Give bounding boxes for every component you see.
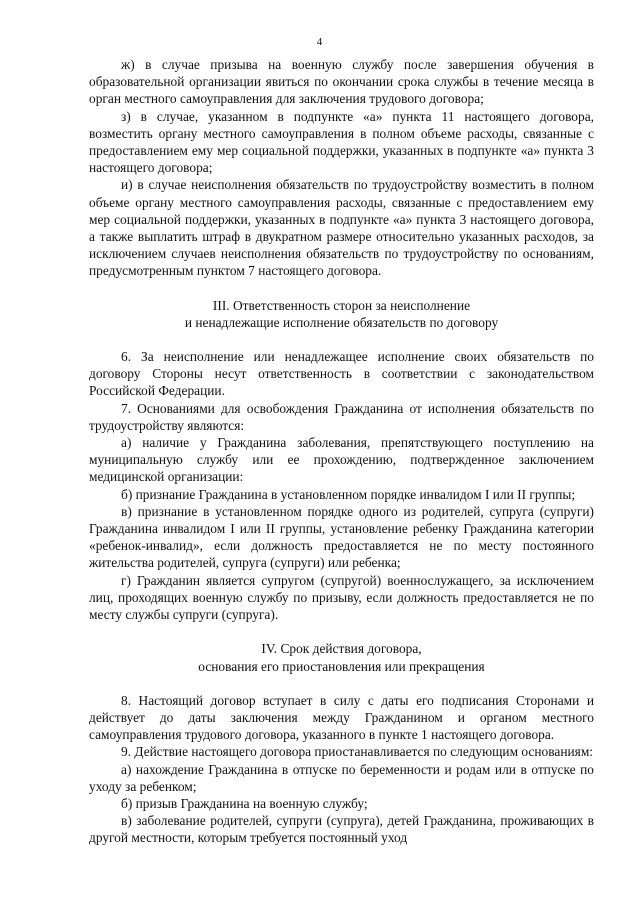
paragraph-6: 6. За неисполнение или ненадлежащее исполнение своих обязательств по договору Стороны несут ответственность в соответствии с законодательством Российской Федерации. bbox=[89, 349, 594, 399]
paragraph-9a: а) нахождение Гражданина в отпуске по беременности и родам или в отпуске по уходу за ребенком; bbox=[89, 761, 594, 794]
paragraph-7g: г) Гражданин является супругом (супругой) военнослужащего, за исключением лиц, проходящих военную службу по призыву, если должность предоставляется не по месту службы супруги (супруга). bbox=[89, 572, 594, 623]
paragraph-9b: б) призыв Гражданина на военную службу; bbox=[121, 795, 368, 811]
page-number: 4 bbox=[316, 36, 323, 48]
paragraph-9: 9. Действие настоящего договора приостанавливается по следующим основаниям: bbox=[121, 744, 594, 760]
section-3-heading bbox=[89, 297, 594, 331]
paragraph-7a: а) наличие у Гражданина заболевания, препятствующего поступлению на муниципальную службу или ее прохождению, подтвержденное заключением медицинской организации: bbox=[89, 435, 594, 485]
document-body bbox=[89, 56, 594, 847]
paragraph-zh: ж) в случае призыва на военную службу после завершения обучения в образовательной организации явиться по окончании срока службы в течение месяца в орган местного самоуправления для заключения трудового договора; bbox=[89, 57, 594, 107]
paragraph-7b: б) признание Гражданина в установленном порядке инвалидом I или II группы; bbox=[121, 486, 576, 502]
section-4-title-line-2: основания его приостановления или прекращения bbox=[198, 658, 485, 674]
section-4-title-line-1: IV. Срок действия договора, bbox=[261, 641, 422, 657]
section-3-title-line-1: III. Ответственность сторон за неисполнение bbox=[212, 297, 471, 313]
paragraph-7: 7. Основаниями для освобождения Гражданина от исполнения обязательств по трудоустройству являются: bbox=[89, 400, 594, 433]
section-3-title-line-2: и ненадлежащие исполнение обязательств по договору bbox=[184, 314, 499, 330]
section-4-body bbox=[89, 692, 594, 847]
section-3-body bbox=[89, 348, 594, 623]
section-4-heading bbox=[89, 640, 594, 674]
paragraph-9v: в) заболевание родителей, супруги (супруга), детей Гражданина, проживающих в другой местности, которым требуется постоянный уход bbox=[89, 813, 594, 846]
paragraph-7v: в) признание в установленном порядке одного из родителей, супруга (супруги) Гражданина инвалидом I или II группы, установление ребенку Гражданина категории «ребенок-инвалид», если должность предоставляется не по месту постоянного жительства родителей, супруга (супруги) или ребенка; bbox=[89, 503, 594, 571]
paragraph-i: и) в случае неисполнения обязательств по трудоустройству возместить в полном объеме органу местного самоуправления расходы, связанные с предоставлением ему мер социальной поддержки, указанных в подпункте «а» пункта 3 настоящего договора, а также выплатить штраф в двукратном размере относительно указанных расходов, за исключением случаев неисполнения обязательств по трудоустройству по основаниям, предусмотренным пунктом 7 настоящего договора. bbox=[89, 177, 594, 279]
paragraph-z: з) в случае, указанном в подпункте «а» пункта 11 настоящего договора, возместить органу местного самоуправления в полном объеме расходы, связанные с предоставлением ему мер социальной поддержки, указанных в подпункте «а» пункта 3 настоящего договора; bbox=[89, 108, 594, 176]
paragraph-8: 8. Настоящий договор вступает в силу с даты его подписания Сторонами и действует до даты заключения между Гражданином и органом местного самоуправления трудового договора, указанного в пункте 1 настоящего договора. bbox=[89, 692, 594, 743]
